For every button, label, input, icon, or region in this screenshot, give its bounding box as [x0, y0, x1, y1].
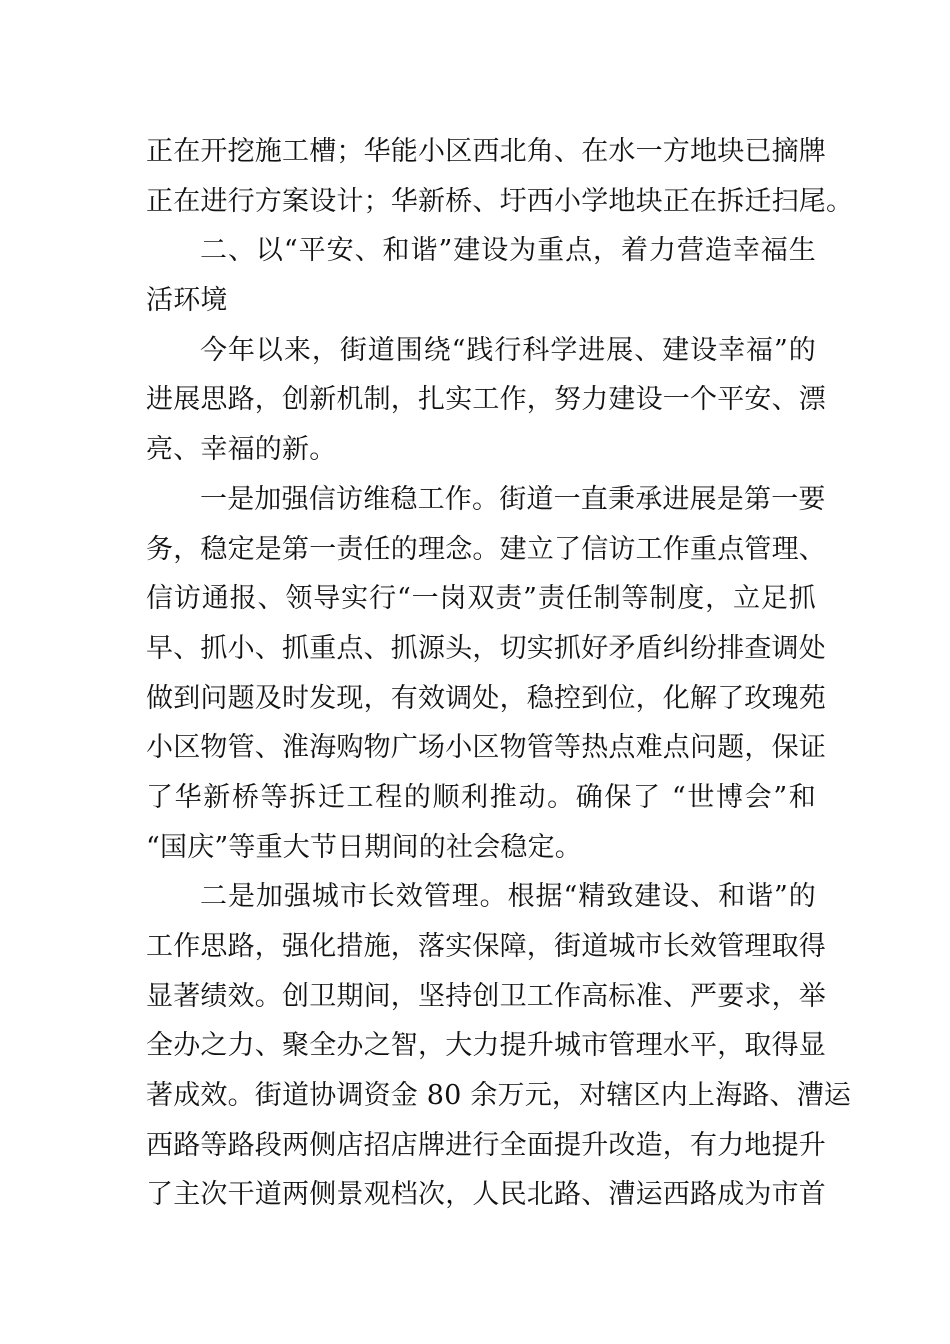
text-line: 小区物管、淮海购物广场小区物管等热点难点问题，保证 [146, 732, 826, 764]
text-line: 西路等路段两侧店招店牌进行全面提升改造，有力地提升 [146, 1129, 826, 1161]
text-line: 工作思路，强化措施，落实保障，街道城市长效管理取得 [146, 931, 826, 962]
paragraph-start: 一是加强信访维稳工作。街道一直秉承进展是第一要 [200, 483, 826, 515]
text-line: 信访通报、领导实行“一岗双责”责任制等制度，立足抓 [146, 583, 816, 615]
text-line: 全办之力、聚全办之智，大力提升城市管理水平，取得显 [146, 1030, 826, 1062]
text-line: 了主次干道两侧景观档次，人民北路、漕运西路成为市首 [146, 1179, 826, 1211]
text-line: 正在进行方案设计；华新桥、圩西小学地块正在拆迁扫尾。 [146, 185, 854, 217]
paragraph-start: 今年以来，街道围绕“践行科学进展、建设幸福”的 [200, 334, 816, 366]
text-line: 正在开挖施工槽；华能小区西北角、在水一方地块已摘牌 [146, 136, 826, 167]
text-line: 进展思路，创新机制，扎实工作，努力建设一个平安、漂 [146, 384, 826, 416]
section-heading-continued: 活环境 [146, 285, 228, 317]
text-line: 务，稳定是第一责任的理念。建立了信访工作重点管理、 [146, 533, 826, 565]
text-line: “国庆”等重大节日期间的社会稳定。 [146, 831, 583, 863]
text-line: 亮、幸福的新。 [146, 434, 337, 466]
text-line: 早、抓小、抓重点、抓源头，切实抓好矛盾纠纷排查调处 [146, 632, 826, 664]
paragraph-start: 二是加强城市长效管理。根据“精致建设、和谐”的 [200, 881, 816, 913]
text-line: 做到问题及时发现，有效调处，稳控到位，化解了玫瑰苑 [146, 682, 826, 714]
section-heading: 二、以“平安、和谐”建设为重点，着力营造幸福生 [200, 235, 816, 267]
body-text [146, 127, 854, 1220]
text-line: 著成效。街道协调资金 80 余万元，对辖区内上海路、漕运 [146, 1080, 852, 1112]
text-line: 显著绩效。创卫期间，坚持创卫工作高标准、严要求，举 [146, 980, 826, 1012]
text-line: 了华新桥等拆迁工程的顺利推动。确保了 “世博会”和 [146, 781, 816, 813]
